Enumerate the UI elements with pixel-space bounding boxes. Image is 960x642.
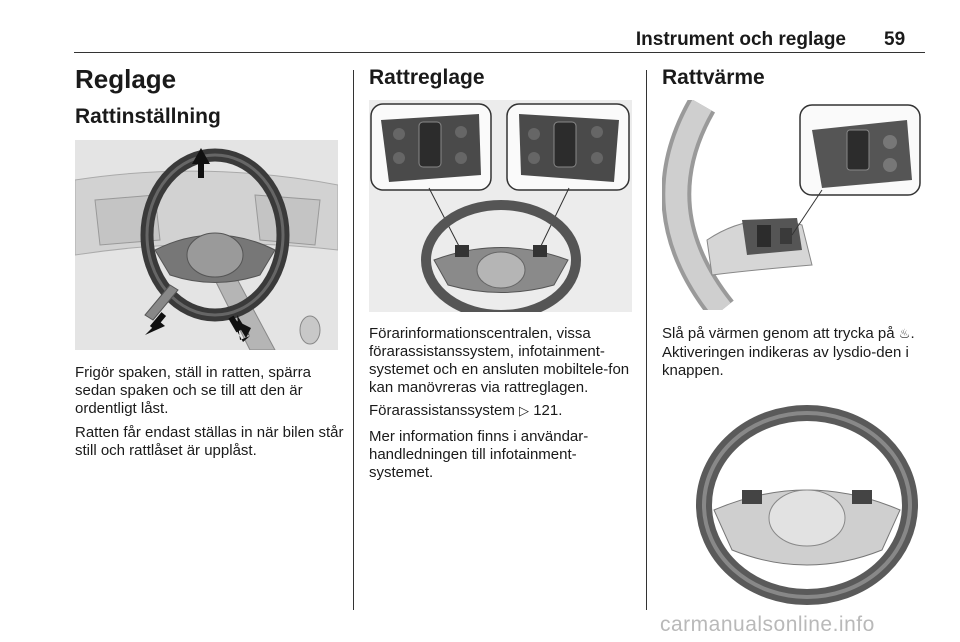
paragraph-adjust-warning: Ratten får endast ställas in när bilen står still och rattlåset är upplåst.	[75, 424, 344, 459]
paragraph-driver-assistance-ref	[369, 402, 635, 421]
column-divider-right	[646, 70, 647, 610]
page-reference-number: 121.	[533, 402, 563, 419]
heating-text-before-icon: Slå på värmen genom att trycka på	[662, 325, 895, 342]
driver-assistance-text: Förarassistanssystem	[369, 402, 515, 419]
heading-rattvarme: Rattvärme	[662, 66, 765, 89]
subheading-rattinstallning: Rattinställning	[75, 105, 221, 128]
section-heading-reglage: Reglage	[75, 64, 177, 94]
page-number: 59	[884, 29, 906, 50]
heading-rattreglage: Rattreglage	[369, 66, 485, 89]
steering-controls-illustration	[369, 100, 632, 312]
paragraph-controls-description: Förarinformationscentralen, vissa förarassistanssystem, infotainment-systemet och en ansluten mobiltele-fon kan manövreras via rattreglagen.	[369, 325, 630, 396]
heating-text-after-icon: . Aktiveringen indikeras av lysdio-den i knappen.	[662, 325, 915, 379]
heated-wheel-button-illustration	[662, 100, 925, 310]
watermark: carmanualsonline.info	[660, 613, 875, 636]
header-divider	[74, 52, 925, 53]
section-title: Instrument och reglage	[635, 29, 846, 50]
column-divider-left	[353, 70, 354, 610]
paragraph-more-info: Mer information finns i användar-handledningen till infotainment-systemet.	[369, 428, 589, 481]
paragraph-adjust-instructions: Frigör spaken, ställ in ratten, spärra sedan spaken och se till att den är ordentligt låst.	[75, 364, 311, 417]
page-reference-icon: ▷	[519, 404, 530, 419]
heated-steering-wheel-icon: ♨	[898, 327, 911, 342]
steering-wheel-illustration	[692, 400, 922, 605]
paragraph-heating-instructions	[662, 325, 924, 380]
steering-adjust-illustration	[75, 140, 338, 350]
